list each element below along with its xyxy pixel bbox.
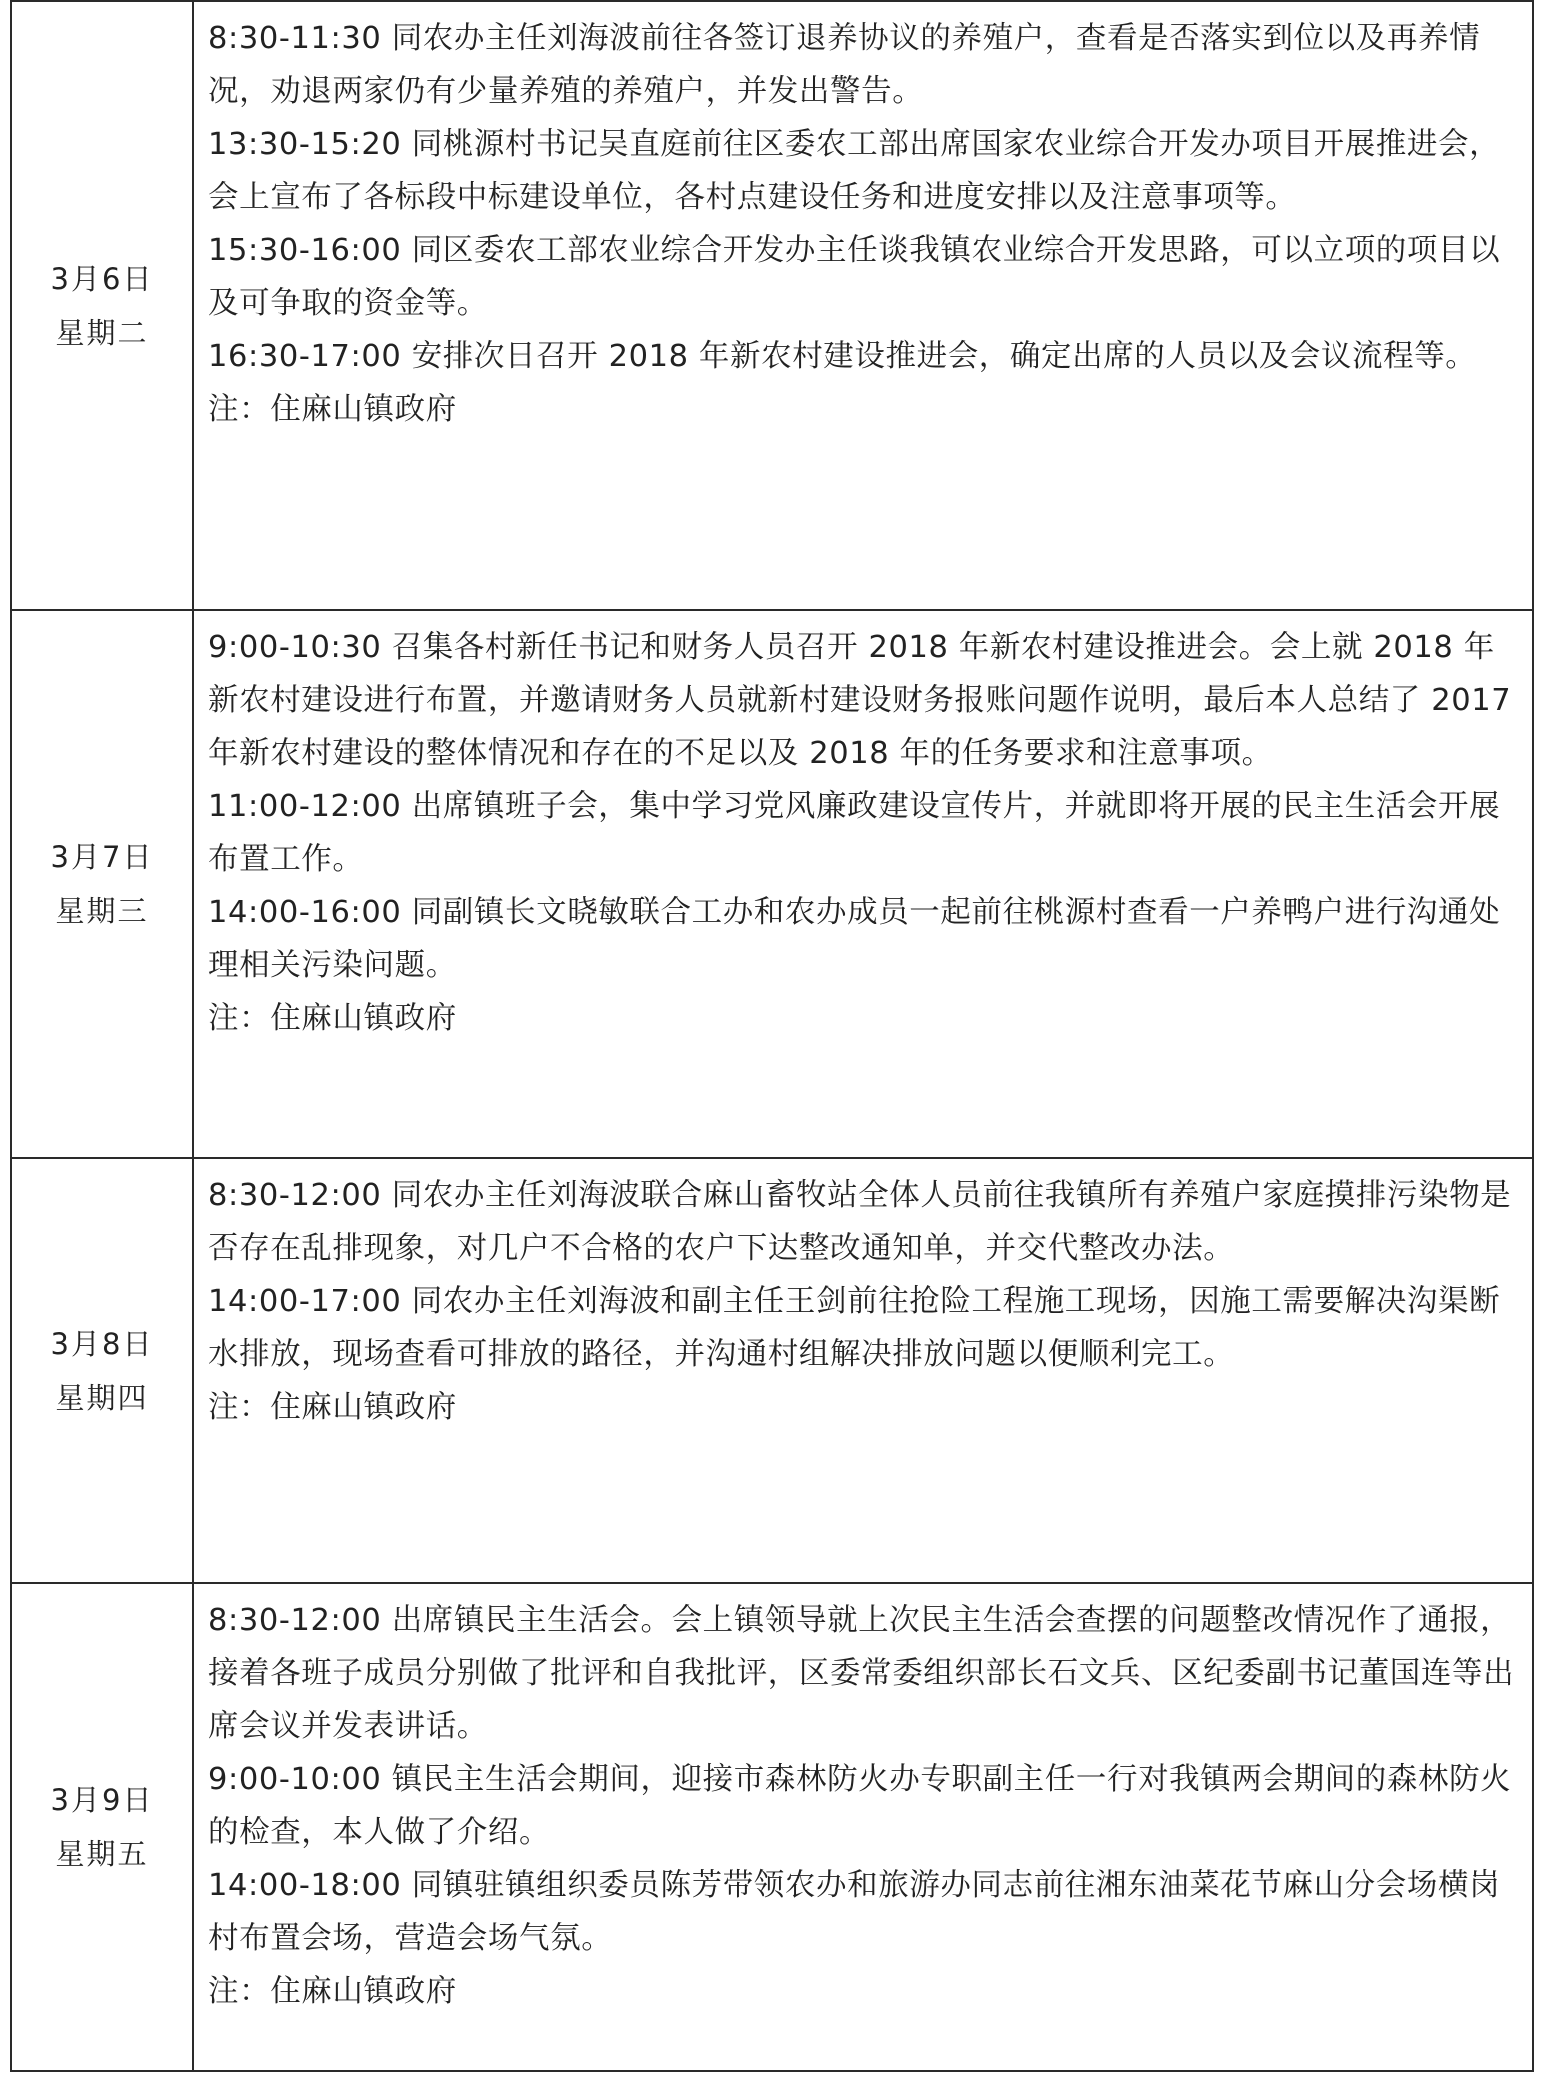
schedule-entry: 8:30-12:00 出席镇民主生活会。会上镇领导就上次民主生活会查摆的问题整改情况作了通报，接着各班子成员分别做了批评和自我批评，区委常委组织部长石文兵、区纪委副书记董国连等出席会议并发表讲话。 xyxy=(208,1603,1515,1744)
content-cell xyxy=(193,610,1533,1158)
lodging-note: 注：住麻山镇政府 xyxy=(208,1390,457,1425)
schedule-entry: 13:30-15:20 同桃源村书记吴直庭前往区委农工部出席国家农业综合开发办项目开展推进会，会上宣布了各标段中标建设单位，各村点建设任务和进度安排以及注意事项等。 xyxy=(208,127,1501,215)
lodging-note: 注：住麻山镇政府 xyxy=(208,1974,457,2009)
date-cell xyxy=(11,610,193,1158)
content-cell xyxy=(193,1,1533,610)
date-label: 3月6日 xyxy=(50,261,154,296)
schedule-entry: 8:30-11:30 同农办主任刘海波前往各签订退养协议的养殖户，查看是否落实到位以及再养情况，劝退两家仍有少量养殖的养殖户，并发出警告。 xyxy=(208,21,1481,109)
schedule-entry: 11:00-12:00 出席镇班子会，集中学习党风廉政建设宣传片，并就即将开展的民主生活会开展布置工作。 xyxy=(208,789,1501,877)
content-cell xyxy=(193,1158,1533,1583)
table-row xyxy=(11,1583,1533,2071)
schedule-entry: 9:00-10:30 召集各村新任书记和财务人员召开 2018 年新农村建设推进会。会上就 2018 年新农村建设进行布置，并邀请财务人员就新村建设财务报账问题作说明，最后本人总结了 2017 年新农村建设的整体情况和存在的不足以及 2018 年的任务要求和注意事项。 xyxy=(208,630,1512,771)
lodging-note: 注：住麻山镇政府 xyxy=(208,392,457,427)
date-cell xyxy=(11,1,193,610)
schedule-entry: 14:00-16:00 同副镇长文晓敏联合工办和农办成员一起前往桃源村查看一户养鸭户进行沟通处理相关污染问题。 xyxy=(208,895,1501,983)
content-cell xyxy=(193,1583,1533,2071)
schedule-entry: 15:30-16:00 同区委农工部农业综合开发办主任谈我镇农业综合开发思路，可以立项的项目以及可争取的资金等。 xyxy=(208,233,1501,321)
schedule-table xyxy=(10,0,1534,2072)
weekday-label: 星期四 xyxy=(55,1380,149,1415)
table-row xyxy=(11,610,1533,1158)
date-label: 3月7日 xyxy=(50,840,154,874)
schedule-entry: 9:00-10:00 镇民主生活会期间，迎接市森林防火办专职副主任一行对我镇两会期间的森林防火的检查，本人做了介绍。 xyxy=(208,1762,1512,1850)
weekday-label: 星期五 xyxy=(55,1837,149,1871)
schedule-entry: 16:30-17:00 安排次日召开 2018 年新农村建设推进会，确定出席的人员以及会议流程等。 xyxy=(208,339,1477,374)
schedule-entry: 14:00-17:00 同农办主任刘海波和副主任王剑前往抢险工程施工现场，因施工需要解决沟渠断水排放，现场查看可排放的路径，并沟通村组解决排放问题以便顺利完工。 xyxy=(208,1284,1501,1372)
schedule-entry: 8:30-12:00 同农办主任刘海波联合麻山畜牧站全体人员前往我镇所有养殖户家庭摸排污染物是否存在乱排现象，对几户不合格的农户下达整改通知单，并交代整改办法。 xyxy=(208,1178,1512,1266)
table-row xyxy=(11,1,1533,610)
lodging-note: 注：住麻山镇政府 xyxy=(208,1001,457,1036)
table-row xyxy=(11,1158,1533,1583)
date-cell xyxy=(11,1583,193,2071)
date-label: 3月8日 xyxy=(50,1326,154,1361)
date-label: 3月9日 xyxy=(50,1783,154,1817)
weekday-label: 星期二 xyxy=(55,315,149,350)
weekday-label: 星期三 xyxy=(55,894,149,928)
date-cell xyxy=(11,1158,193,1583)
schedule-entry: 14:00-18:00 同镇驻镇组织委员陈芳带领农办和旅游办同志前往湘东油菜花节麻山分会场横岗村布置会场，营造会场气氛。 xyxy=(208,1868,1501,1956)
